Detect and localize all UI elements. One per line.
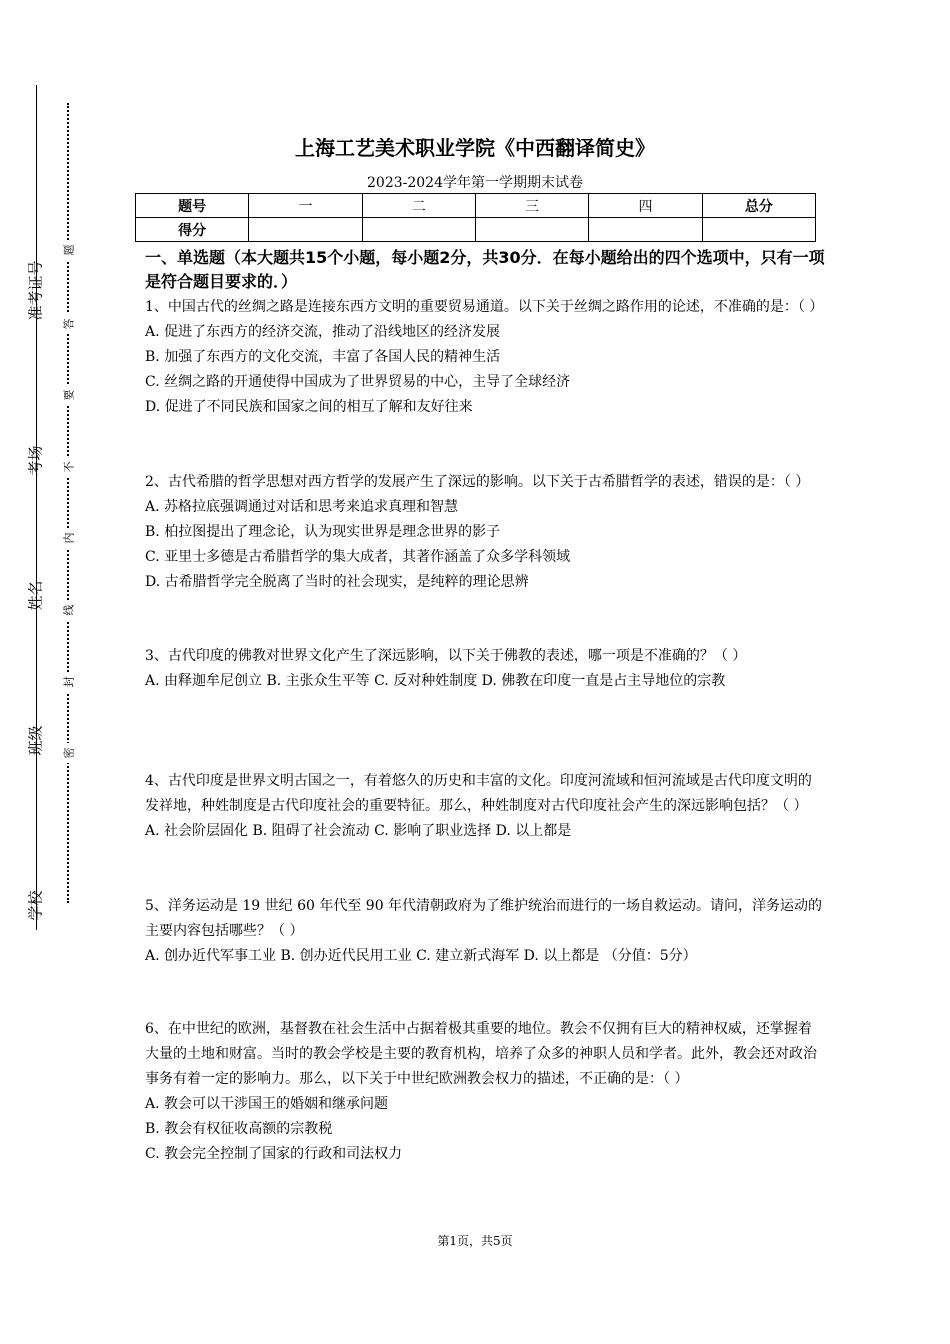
seal-char: 封 bbox=[58, 672, 78, 692]
question-1 bbox=[145, 295, 825, 420]
question-5 bbox=[145, 894, 825, 969]
table-cell: 一 bbox=[249, 194, 362, 218]
seal-char: 题 bbox=[58, 240, 78, 260]
exam-subtitle: 2023-2024学年第一学期期末试卷 bbox=[367, 175, 583, 191]
question-option: D. 古希腊哲学完全脱离了当时的社会现实，是纯粹的理论思辨 bbox=[145, 574, 529, 590]
score-cell bbox=[475, 218, 588, 242]
seal-char: 不 bbox=[58, 457, 78, 477]
question-option: A. 创办近代军事工业 B. 创办近代民用工业 C. 建立新式海军 D. 以上都是 （分值：5分） bbox=[145, 948, 697, 964]
name-label: 姓名 bbox=[26, 579, 45, 611]
class-label: 班级 bbox=[26, 724, 45, 756]
seal-dotted-line bbox=[67, 103, 69, 903]
question-option: A. 苏格拉底强调通过对话和思考来追求真理和智慧 bbox=[145, 499, 459, 515]
question-stem: 6、在中世纪的欧洲，基督教在社会生活中占据着极其重要的地位。教会不仅拥有巨大的精神权威，还掌握着大量的土地和财富。当时的教会学校是主要的教育机构，培养了众多的神职人员和学者。此外，教会还对政治事务有着一定的影响力。那么，以下关于中世纪欧洲教会权力的描述，不正确的是：（ ） bbox=[145, 1021, 817, 1087]
seal-char: 要 bbox=[58, 385, 78, 405]
score-table-header-row bbox=[136, 194, 816, 218]
table-cell: 二 bbox=[362, 194, 475, 218]
question-option: C. 亚里士多德是古希腊哲学的集大成者，其著作涵盖了众多学科领域 bbox=[145, 549, 571, 565]
table-cell: 总分 bbox=[702, 194, 815, 218]
score-table bbox=[135, 193, 816, 242]
question-option: A. 教会可以干涉国王的婚姻和继承问题 bbox=[145, 1096, 389, 1112]
exam-title: 上海工艺美术职业学院《中西翻译简史》 bbox=[295, 136, 655, 160]
score-cell bbox=[702, 218, 815, 242]
question-6 bbox=[145, 1017, 825, 1167]
question-option: B. 柏拉图提出了理念论，认为现实世界是理念世界的影子 bbox=[145, 524, 501, 540]
seal-char: 内 bbox=[58, 528, 78, 548]
question-stem: 5、洋务运动是 19 世纪 60 年代至 90 年代清朝政府为了维护统治而进行的一场自救运动。请问，洋务运动的主要内容包括哪些？（ ） bbox=[145, 898, 823, 939]
question-option: A. 由释迦牟尼创立 B. 主张众生平等 C. 反对种姓制度 D. 佛教在印度一直是占主导地位的宗教 bbox=[145, 673, 726, 689]
question-option: C. 教会完全控制了国家的行政和司法权力 bbox=[145, 1146, 403, 1162]
score-cell bbox=[589, 218, 702, 242]
table-cell: 题号 bbox=[136, 194, 249, 218]
seal-char: 线 bbox=[58, 600, 78, 620]
question-3 bbox=[145, 644, 825, 694]
question-option: B. 教会有权征收高额的宗教税 bbox=[145, 1121, 333, 1137]
score-cell bbox=[249, 218, 362, 242]
score-cell bbox=[362, 218, 475, 242]
question-stem: 1、中国古代的丝绸之路是连接东西方文明的重要贸易通道。以下关于丝绸之路作用的论述，不准确的是：（ ） bbox=[145, 299, 824, 315]
question-option: D. 促进了不同民族和国家之间的相互了解和友好往来 bbox=[145, 399, 473, 415]
question-4 bbox=[145, 769, 825, 844]
exam-id-label: 准考证号 bbox=[26, 259, 45, 321]
table-cell: 四 bbox=[589, 194, 702, 218]
question-option: A. 促进了东西方的经济交流，推动了沿线地区的经济发展 bbox=[145, 324, 501, 340]
score-table-score-row bbox=[136, 218, 816, 242]
exam-room-label: 考场 bbox=[26, 444, 45, 476]
page-footer: 第1页，共5页 bbox=[437, 1234, 513, 1248]
school-label: 学校 bbox=[26, 889, 45, 921]
binding-line bbox=[36, 85, 37, 930]
question-stem: 3、古代印度的佛教对世界文化产生了深远影响，以下关于佛教的表述，哪一项是不准确的？（ ） bbox=[145, 648, 747, 664]
question-option: A. 社会阶层固化 B. 阻碍了社会流动 C. 影响了职业选择 D. 以上都是 bbox=[145, 823, 572, 839]
question-option: B. 加强了东西方的文化交流，丰富了各国人民的精神生活 bbox=[145, 349, 501, 365]
question-stem: 2、古代希腊的哲学思想对西方哲学的发展产生了深远的影响。以下关于古希腊哲学的表述，错误的是：（ ） bbox=[145, 474, 810, 490]
question-option: C. 丝绸之路的开通使得中国成为了世界贸易的中心，主导了全球经济 bbox=[145, 374, 571, 390]
table-cell: 得分 bbox=[136, 218, 249, 242]
question-2 bbox=[145, 470, 825, 595]
seal-char: 答 bbox=[58, 314, 78, 334]
table-cell: 三 bbox=[475, 194, 588, 218]
seal-char: 密 bbox=[58, 743, 78, 763]
section-heading: 一、单选题（本大题共15个小题，每小题2分，共30分．在每小题给出的四个选项中，只有一项是符合题目要求的．） bbox=[145, 248, 825, 291]
question-stem: 4、古代印度是世界文明古国之一，有着悠久的历史和丰富的文化。印度河流域和恒河流域是古代印度文明的发祥地，种姓制度是古代印度社会的重要特征。那么，种姓制度对古代印度社会产生的深远影响包括？（ ） bbox=[145, 773, 812, 814]
